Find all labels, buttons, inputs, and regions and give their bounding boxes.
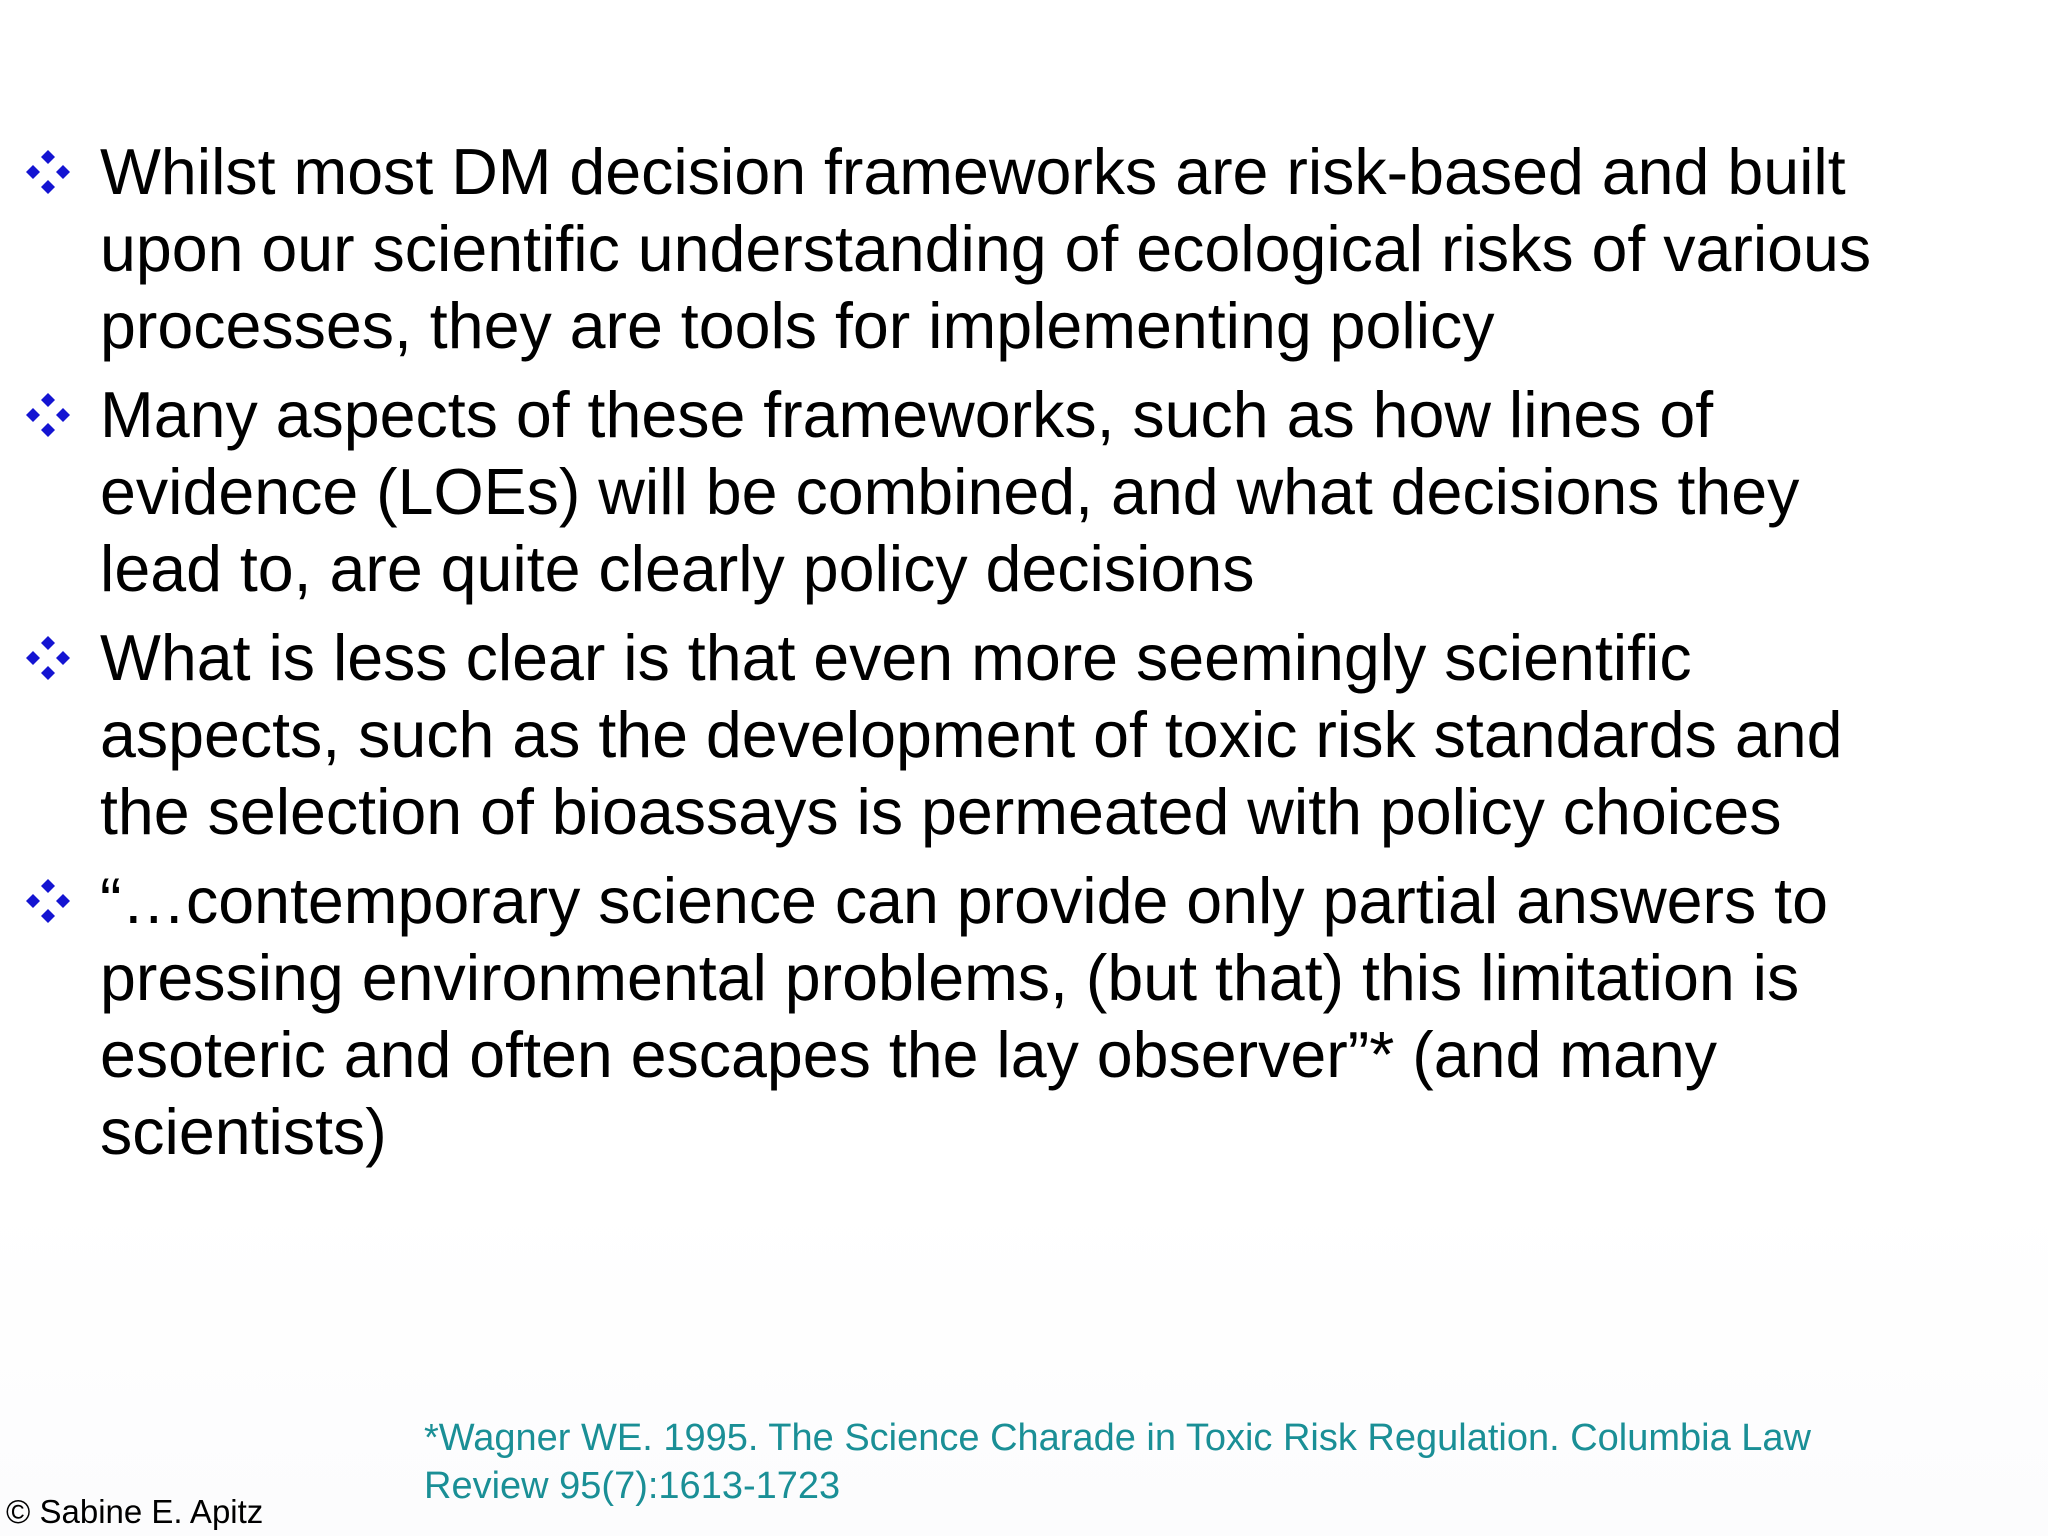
bullet-text: Whilst most DM decision frameworks are risk-based and built upon our scientific understanding of ecological risks of various processes, they are tools for implementing policy (100, 136, 1872, 362)
bullet-item (22, 863, 2012, 1171)
copyright-notice: © Sabine E. Apitz (6, 1493, 264, 1530)
bullet-text: Many aspects of these frameworks, such as how lines of evidence (LOEs) will be combined, and what decisions they lead to, are quite clearly policy decisions (100, 379, 1800, 605)
bullet-item (22, 377, 2012, 608)
bullet-text: What is less clear is that even more seemingly scientific aspects, such as the development of toxic risk standards and the selection of bioassays is permeated with policy choices (100, 622, 1843, 848)
bullet-item (22, 134, 2012, 365)
diamond-bullet-icon (22, 620, 100, 696)
bullet-text: “…contemporary science can provide only partial answers to pressing environmental problems, (but that) this limitation is esoteric and often escapes the lay observer”* (and many scientists) (100, 865, 1828, 1168)
bullet-list (22, 134, 2012, 1183)
diamond-bullet-icon (22, 377, 100, 453)
bullet-item (22, 620, 2012, 851)
diamond-bullet-icon (22, 134, 100, 210)
diamond-bullet-icon (22, 863, 100, 939)
citation-footnote: *Wagner WE. 1995. The Science Charade in Toxic Risk Regulation. Columbia Law Review 95(7):1613-1723 (424, 1417, 1811, 1507)
